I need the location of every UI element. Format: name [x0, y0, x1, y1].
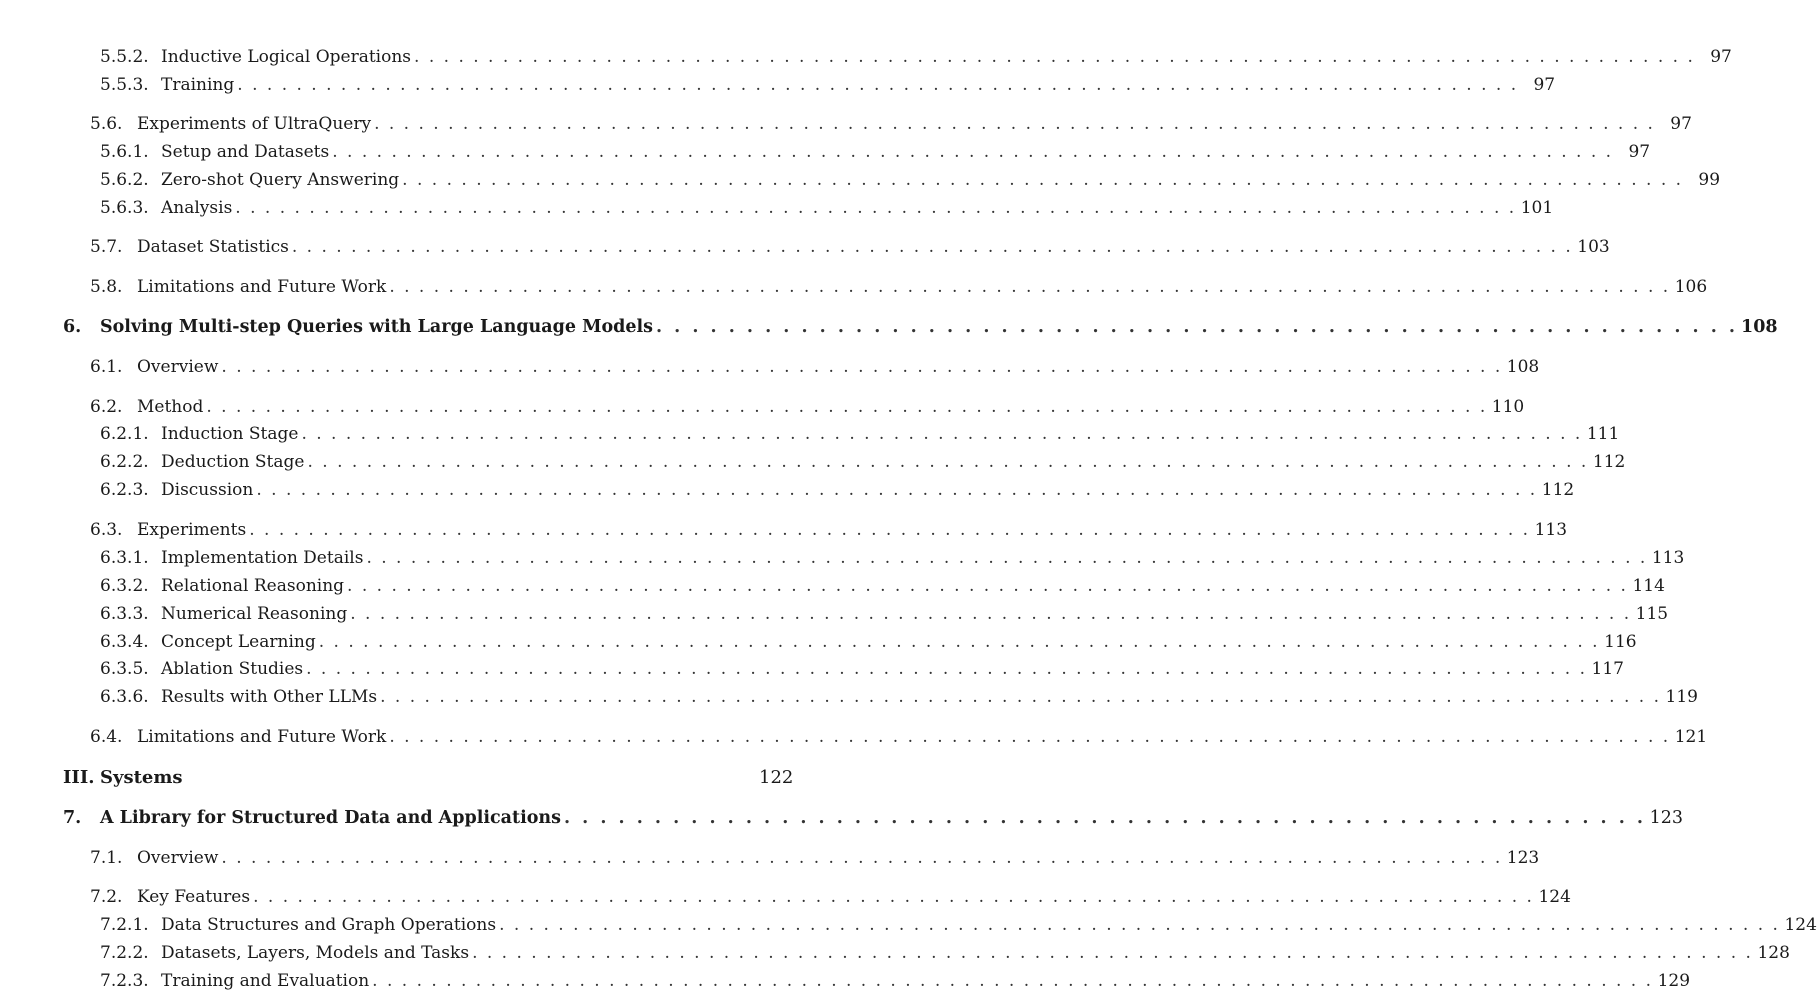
- chapter-title: Solving Multi-step Queries with Large Language Models: [100, 317, 653, 337]
- toc-entry: [100, 74, 1556, 96]
- page-number: 103: [1577, 237, 1610, 257]
- dot-leader: . . . . . . . . . . . . . . . . . . . . . . . . . . . . . . . . . . . . . . . . . . . . . . . . . . . . . . . . . . . . . . . . . . . . . . . . . . . . . . . . . . . . . . .: [332, 142, 1614, 162]
- section-title: Datasets, Layers, Models and Tasks: [161, 943, 470, 963]
- page-number: 97: [1628, 142, 1651, 162]
- dot-leader: . . . . . . . . . . . . . . . . . . . . . . . . . . . . . . . . . . . . . . . . . . . . . . . . . . . . . . . . . . . . . . . . . . . . . . . . . . . . . . . . . . . . . . .: [301, 424, 1583, 444]
- toc-entry: [100, 423, 1620, 445]
- dot-leader: . . . . . . . . . . . . . . . . . . . . . . . . . . . . . . . . . . . . . . . . . . . . . . . . . . . . . . . . . . . . . . . . . . . . . . . . . . . . . . . . . . . . . . .: [499, 915, 1780, 935]
- section-number: 6.3.3.: [100, 604, 149, 624]
- section-title: Limitations and Future Work: [137, 727, 387, 747]
- section-title: Relational Reasoning: [161, 576, 345, 596]
- toc-entry: [90, 276, 1708, 298]
- page-number: 114: [1632, 576, 1665, 596]
- dot-leader: . . . . . . . . . . . . . . . . . . . . . . . . . . . . . . . . . . . . . . . . . . . . . . . . . . . . . . . . . . . . . . . . . . . . . . . . . . . . . . . . . . . . . . .: [235, 198, 1517, 218]
- section-number: 6.3.6.: [100, 687, 149, 707]
- dot-leader: . . . . . . . . . . . . . . . . . . . . . . . . . . . . . . . . . . . . . . . . . . . . . . . . . . . . . . . . . . . . . . . . . . . . . . . . . . . . . . . . . . . . . . .: [206, 397, 1488, 417]
- dot-leader: . . . . . . . . . . . . . . . . . . . . . . . . . . . . . . . . . . . . . . . . . . . . . . . . . . . . . . . . . . . . . . . . . . . . . . . . . . . . . . . . . . . . . . .: [366, 548, 1648, 568]
- section-number: 5.5.3.: [100, 75, 149, 95]
- dot-leader: . . . . . . . . . . . . . . . . . . . . . . . . . . . . . . . . . . . . . . . . . . . . . . . . . . . . . . . . . . . . . . . . . . . . . . . . . . . . . . . . . . . . . . .: [350, 604, 1632, 624]
- section-number: 6.2.2.: [100, 452, 149, 472]
- section-number: 6.2.1.: [100, 424, 149, 444]
- toc-chapter-entry: [63, 807, 1683, 829]
- toc-entry: [90, 113, 1692, 135]
- toc-entry: [90, 519, 1568, 541]
- page-number: 112: [1541, 480, 1575, 500]
- toc-entry: [90, 236, 1610, 258]
- page-number: 108: [1506, 357, 1540, 377]
- dot-leader: . . . . . . . . . . . . . . . . . . . . . . . . . . . . . . . . . . . . . . . . . . . . . . . . . . . . . . . . . . . . . . . . . . . . . . . . . . . . . . . . . . . . . . .: [380, 687, 1661, 707]
- toc-entry: [100, 914, 1817, 936]
- toc-entry: [100, 141, 1651, 163]
- page-number: 113: [1534, 520, 1568, 540]
- page-number: 123: [1506, 848, 1540, 868]
- section-title: Experiments: [137, 520, 247, 540]
- section-title: Analysis: [161, 198, 233, 218]
- page-number: 97: [1710, 47, 1732, 67]
- dot-leader: . . . . . . . . . . . . . . . . . . . . . . . . . . . . . . . . . . . . . . . . . . . . . . . . . . . . . . . . . . . . . . . . . . . . . . . . . . . . . . . . . . . . . . .: [414, 47, 1695, 67]
- page-number: 112: [1592, 452, 1626, 472]
- chapter-title: A Library for Structured Data and Applications: [100, 808, 561, 828]
- section-number: 7.2.1.: [100, 915, 149, 935]
- section-number: 7.2.3.: [100, 971, 149, 991]
- dot-leader: . . . . . . . . . . . . . . . . . . . . . . . . . . . . . . . . . . . . . . . . . . . . . . . . . . . . . . . . . . . .: [656, 317, 1739, 337]
- chapter-number: 7.: [63, 808, 82, 828]
- dot-leader: . . . . . . . . . . . . . . . . . . . . . . . . . . . . . . . . . . . . . . . . . . . . . . . . . . . . . . . . . . . . . . . . . . . . . . . . . . . . . . . . . . . . . . .: [291, 237, 1573, 257]
- toc-entry: [90, 886, 1571, 908]
- section-number: 6.3.1.: [100, 548, 149, 568]
- page-number: 110: [1491, 397, 1525, 417]
- toc-entry: [100, 631, 1637, 653]
- section-title: Inductive Logical Operations: [161, 47, 412, 67]
- section-title: Key Features: [137, 887, 251, 907]
- section-title: Setup and Datasets: [161, 142, 330, 162]
- page-number: 111: [1586, 424, 1620, 444]
- section-title: Limitations and Future Work: [137, 277, 387, 297]
- section-title: Method: [137, 397, 204, 417]
- section-number: 6.2.3.: [100, 480, 149, 500]
- toc-entry: [100, 46, 1732, 68]
- toc-entry: [100, 970, 1691, 992]
- dot-leader: . . . . . . . . . . . . . . . . . . . . . . . . . . . . . . . . . . . . . . . . . . . . . . . . . . . . . . . . . . . . . . . . . . . . . . . . . . . . . . . . . . . . . . .: [249, 520, 1531, 540]
- section-number: 5.6.1.: [100, 142, 149, 162]
- section-number: 5.6.2.: [100, 170, 149, 190]
- page-number: 97: [1670, 114, 1692, 134]
- page-number: 113: [1651, 548, 1685, 568]
- dot-leader: . . . . . . . . . . . . . . . . . . . . . . . . . . . . . . . . . . . . . . . . . . . . . . . . . . . . . . . . . . . . . . . . . . . . . . . . . . . . . . . . . . . . . . .: [472, 943, 1753, 963]
- dot-leader: . . . . . . . . . . . . . . . . . . . . . . . . . . . . . . . . . . . . . . . . . . . . . . . . . . . . . . . . . . . . . . . . . . . . . . . . . . . . . . . . . . . . . . .: [372, 971, 1654, 991]
- toc-entry: [100, 547, 1685, 569]
- toc-entry: [90, 726, 1708, 748]
- dot-leader: . . . . . . . . . . . . . . . . . . . . . . . . . . . . . . . . . . . . . . . . . . . . . . . . . . . . . . . . . . . . . . . . . . . . . . . . . . . . . . . . . . . . . . .: [221, 848, 1503, 868]
- section-title: Training and Evaluation: [161, 971, 370, 991]
- page-number: 108: [1741, 317, 1778, 337]
- part-title: Systems: [100, 767, 183, 788]
- dot-leader: . . . . . . . . . . . . . . . . . . . . . . . . . . . . . . . . . . . . . . . . . . . . . . . . . . . . . . . . . . . . . . . . . . . . . . . . . . . . . . . . . . . . . . .: [347, 576, 1628, 596]
- section-number: 7.2.: [90, 887, 123, 907]
- section-number: 6.3.5.: [100, 659, 149, 679]
- page-number: 99: [1698, 170, 1721, 190]
- toc-entry: [100, 479, 1575, 501]
- section-number: 7.1.: [90, 848, 123, 868]
- section-number: 6.1.: [90, 357, 123, 377]
- section-title: Data Structures and Graph Operations: [161, 915, 497, 935]
- chapter-number: 6.: [63, 317, 82, 337]
- toc-entry: [100, 575, 1665, 597]
- section-title: Concept Learning: [161, 632, 316, 652]
- section-title: Numerical Reasoning: [161, 604, 348, 624]
- section-number: 6.3.2.: [100, 576, 149, 596]
- section-title: Implementation Details: [161, 548, 364, 568]
- page-number: 106: [1674, 277, 1708, 297]
- toc-entry: [100, 658, 1624, 680]
- section-title: Training: [161, 75, 235, 95]
- page-number: 116: [1604, 632, 1637, 652]
- page-number: 115: [1635, 604, 1669, 624]
- section-number: 5.5.2.: [100, 47, 149, 67]
- dot-leader: . . . . . . . . . . . . . . . . . . . . . . . . . . . . . . . . . . . . . . . . . . . . . . . . . . . . . . . . . . . . . . . . . . . . . . . . . . . . . . . . . . . . . . .: [402, 170, 1684, 190]
- page-number: 128: [1757, 943, 1790, 963]
- toc-entry: [90, 847, 1540, 869]
- page-number: 123: [1649, 808, 1683, 828]
- page-number: 124: [1784, 915, 1817, 935]
- toc-entry: [90, 396, 1525, 418]
- dot-leader: . . . . . . . . . . . . . . . . . . . . . . . . . . . . . . . . . . . . . . . . . . . . . . . . . . . . . . . . . . . . . . . . . . . . . . . . . . . . . . . . . . . . . . .: [253, 887, 1534, 907]
- part-number: III.: [63, 767, 95, 788]
- section-number: 6.2.: [90, 397, 123, 417]
- toc-part-entry: [63, 767, 793, 789]
- section-number: 5.8.: [90, 277, 123, 297]
- toc-entry: [100, 942, 1790, 964]
- page-number: 124: [1538, 887, 1571, 907]
- page-number: 129: [1657, 971, 1691, 991]
- dot-leader: . . . . . . . . . . . . . . . . . . . . . . . . . . . . . . . . . . . . . . . . . . . . . . . . . . . . . . . . . . . . . . . . . . . . . . . . . . . . . . . . . . . . . . .: [389, 727, 1671, 747]
- section-title: Induction Stage: [161, 424, 299, 444]
- toc-entry: [90, 356, 1540, 378]
- page-number: 122: [759, 767, 794, 788]
- toc-entry: [100, 686, 1698, 708]
- dot-leader: . . . . . . . . . . . . . . . . . . . . . . . . . . . . . . . . . . . . . . . . . . . . . . . . . . . . . . . . . . . .: [563, 808, 1646, 828]
- section-number: 7.2.2.: [100, 943, 149, 963]
- dot-leader: . . . . . . . . . . . . . . . . . . . . . . . . . . . . . . . . . . . . . . . . . . . . . . . . . . . . . . . . . . . . . . . . . . . . . . . . . . . . . . . . . . . . . . .: [389, 277, 1671, 297]
- page-number: 101: [1520, 198, 1554, 218]
- section-number: 6.4.: [90, 727, 123, 747]
- section-title: Discussion: [161, 480, 254, 500]
- toc-entry: [100, 451, 1626, 473]
- dot-leader: . . . . . . . . . . . . . . . . . . . . . . . . . . . . . . . . . . . . . . . . . . . . . . . . . . . . . . . . . . . . . . . . . . . . . . . . . . . . . . . . . . . . . . .: [256, 480, 1538, 500]
- section-title: Deduction Stage: [161, 452, 305, 472]
- page-number: 97: [1533, 75, 1556, 95]
- section-title: Results with Other LLMs: [161, 687, 378, 707]
- page-number: 121: [1674, 727, 1708, 747]
- page-number: 119: [1665, 687, 1698, 707]
- toc-entry: [100, 603, 1669, 625]
- section-title: Overview: [137, 848, 219, 868]
- dot-leader: . . . . . . . . . . . . . . . . . . . . . . . . . . . . . . . . . . . . . . . . . . . . . . . . . . . . . . . . . . . . . . . . . . . . . . . . . . . . . . . . . . . . . . .: [221, 357, 1503, 377]
- dot-leader: . . . . . . . . . . . . . . . . . . . . . . . . . . . . . . . . . . . . . . . . . . . . . . . . . . . . . . . . . . . . . . . . . . . . . . . . . . . . . . . . . . . . . . .: [306, 659, 1587, 679]
- toc-entry: [100, 197, 1554, 219]
- section-title: Ablation Studies: [161, 659, 304, 679]
- toc-entry: [100, 169, 1721, 191]
- section-title: Overview: [137, 357, 219, 377]
- section-number: 5.6.3.: [100, 198, 149, 218]
- section-number: 5.6.: [90, 114, 123, 134]
- dot-leader: . . . . . . . . . . . . . . . . . . . . . . . . . . . . . . . . . . . . . . . . . . . . . . . . . . . . . . . . . . . . . . . . . . . . . . . . . . . . . . . . . . . . . . .: [307, 452, 1589, 472]
- toc-chapter-entry: [63, 316, 1778, 338]
- dot-leader: . . . . . . . . . . . . . . . . . . . . . . . . . . . . . . . . . . . . . . . . . . . . . . . . . . . . . . . . . . . . . . . . . . . . . . . . . . . . . . . . . . . . . . .: [318, 632, 1600, 652]
- section-number: 6.3.: [90, 520, 123, 540]
- section-number: 6.3.4.: [100, 632, 149, 652]
- section-title: Zero-shot Query Answering: [161, 170, 400, 190]
- section-title: Dataset Statistics: [137, 237, 289, 257]
- page-number: 117: [1591, 659, 1624, 679]
- section-title: Experiments of UltraQuery: [137, 114, 372, 134]
- dot-leader: . . . . . . . . . . . . . . . . . . . . . . . . . . . . . . . . . . . . . . . . . . . . . . . . . . . . . . . . . . . . . . . . . . . . . . . . . . . . . . . . . . . . . . .: [374, 114, 1655, 134]
- section-number: 5.7.: [90, 237, 123, 257]
- dot-leader: . . . . . . . . . . . . . . . . . . . . . . . . . . . . . . . . . . . . . . . . . . . . . . . . . . . . . . . . . . . . . . . . . . . . . . . . . . . . . . . . . . . . . . .: [237, 75, 1519, 95]
